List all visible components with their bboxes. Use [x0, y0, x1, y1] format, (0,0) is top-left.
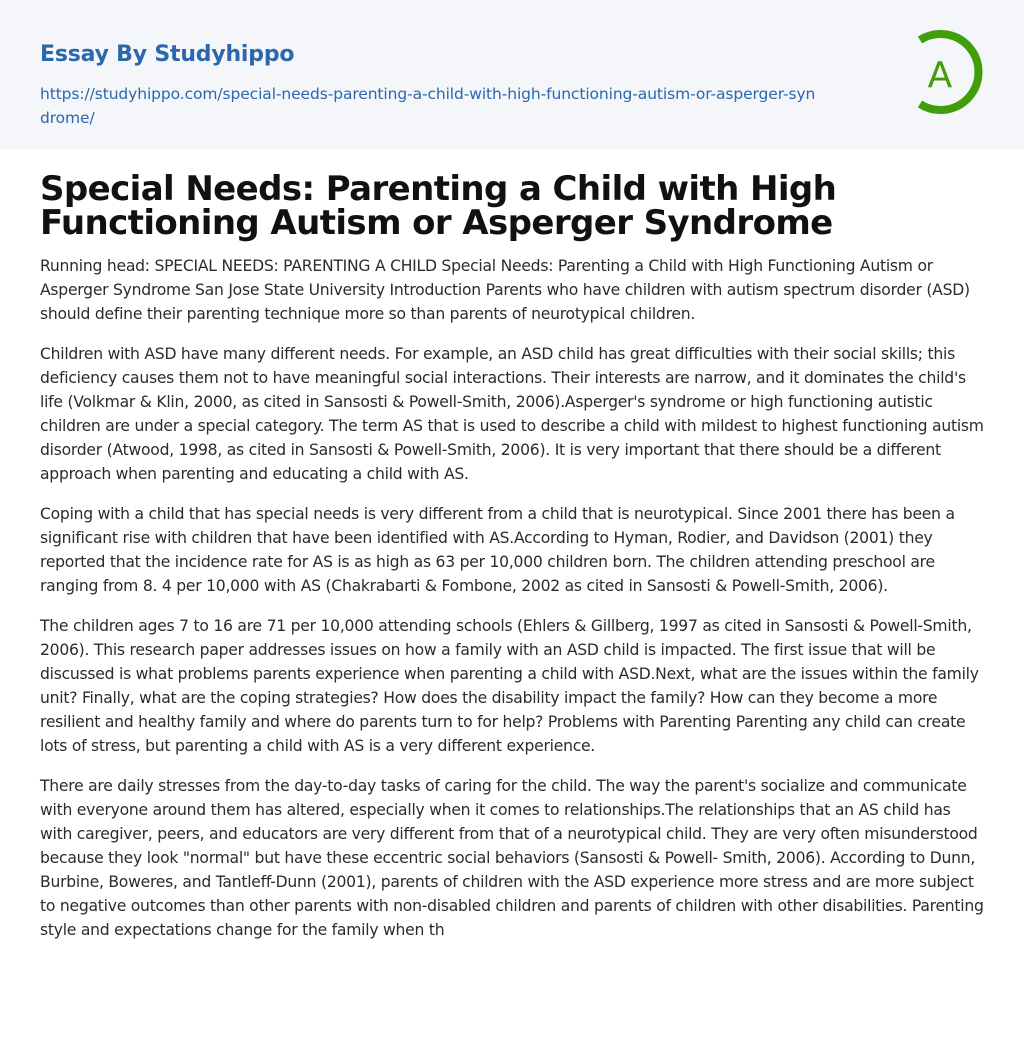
site-header: [0, 0, 1024, 150]
essay-paragraph: Coping with a child that has special needs is very different from a child that is neurotypical. Since 2001 there has been a significant rise with children that have been identified with AS.According to Hyman, Rodier, and Davidson (2001) they reported that the incidence rate for AS is as high as 63 per 10,000 children born. The children attending preschool are ranging from 8. 4 per 10,000 with AS (Chakrabarti & Fombone, 2002 as cited in Sansosti & Powell-Smith, 2006).: [40, 505, 955, 595]
source-url-link[interactable]: https://studyhippo.com/special-needs-parenting-a-child-with-high-functioning-autism-or-asperger-syndrome/: [40, 85, 816, 127]
essay-content: [0, 150, 1024, 982]
essay-paragraph: The children ages 7 to 16 are 71 per 10,000 attending schools (Ehlers & Gillberg, 1997 as cited in Sansosti & Powell-Smith, 2006). This research paper addresses issues on how a family with an ASD child is impacted. The first issue that will be discussed is what problems parents experience when parenting a child with ASD.Next, what are the issues within the family unit? Finally, what are the coping strategies? How does the disability impact the family? How can they become a more resilient and healthy family and where do parents turn to for help? Problems with Parenting Parenting any child can create lots of stress, but parenting a child with AS is a very different experience.: [40, 617, 979, 755]
svg-text:A: A: [927, 55, 953, 96]
studyhippo-logo-icon[interactable]: [908, 28, 988, 116]
essay-title: Special Needs: Parenting a Child with High Functioning Autism or Asperger Syndrome: [40, 169, 837, 243]
essay-paragraph: Running head: SPECIAL NEEDS: PARENTING A CHILD Special Needs: Parenting a Child with High Functioning Autism or Asperger Syndrome San Jose State University Introduction Parents who have children with autism spectrum disorder (ASD) should define their parenting technique more so than parents of neurotypical children.: [40, 257, 970, 323]
essay-paragraph: There are daily stresses from the day-to-day tasks of caring for the child. The way the parent's socialize and communicate with everyone around them has altered, especially when it comes to relationships.The relationships that an AS child has with caregiver, peers, and educators are very different from that of a neurotypical child. They are very often misunderstood because they look "normal" but have these eccentric social behaviors (Sansosti & Powell- Smith, 2006). According to Dunn, Burbine, Boweres, and Tantleff-Dunn (2001), parents of children with the ASD experience more stress and are more subject to negative outcomes than other parents with non-disabled children and parents of children with other disabilities. Parenting style and expectations change for the family when th: [40, 777, 984, 939]
essay-paragraph: Children with ASD have many different needs. For example, an ASD child has great difficulties with their social skills; this deficiency causes them not to have meaningful social interactions. Their interests are narrow, and it dominates the child's life (Volkmar & Klin, 2000, as cited in Sansosti & Powell-Smith, 2006).Asperger's syndrome or high functioning autistic children are under a special category. The term AS that is used to describe a child with mildest to highest functioning autism disorder (Atwood, 1998, as cited in Sansosti & Powell-Smith, 2006). It is very important that there should be a different approach when parenting and educating a child with AS.: [40, 345, 984, 483]
brand-title: Essay By Studyhippo: [40, 42, 295, 67]
